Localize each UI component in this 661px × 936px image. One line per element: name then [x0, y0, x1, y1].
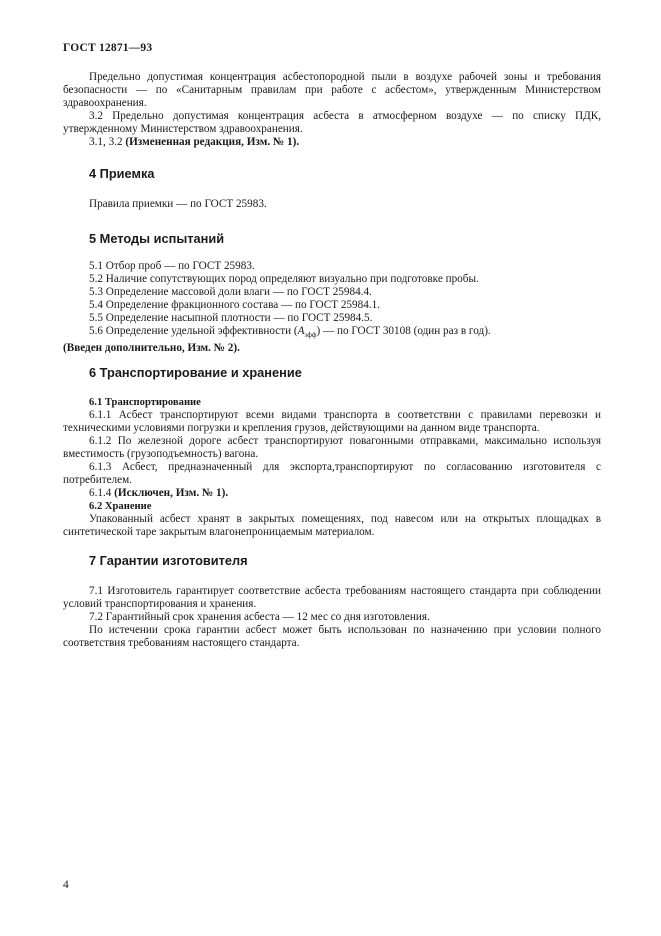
page-number: 4 [63, 879, 69, 891]
paragraph-7-2: 7.2 Гарантийный срок хранения асбеста — 12 мес со дня изготовления. [89, 611, 430, 623]
section-7-heading: 7 Гарантии изготовителя [89, 553, 248, 568]
list-item: 5.5 Определение насыпной плотности — по ГОСТ 25984.5. [89, 312, 373, 324]
paragraph-6-1-2: 6.1.2 По железной дороге асбест транспортируют повагонными отправками, максимально используя вместимость (грузоподъемность) вагона. [63, 435, 601, 460]
intro-paragraph-3 [63, 136, 601, 149]
amend-note: (Исключен, Изм. № 1). [114, 487, 229, 499]
section-6-body [63, 396, 601, 539]
paragraph-6-1-4 [63, 487, 601, 500]
section-5-note: (Введен дополнительно, Изм. № 2). [63, 342, 240, 355]
intro-paragraph-1: Предельно допустимая концентрация асбестопородной пыли в воздухе рабочей зоны и требования безопасности — по «Санитарным правилам при работе с асбестом», утвержденным Министерством здравоохранения. [63, 71, 601, 109]
paragraph-7-3: По истечении срока гарантии асбест может быть использован по назначению при условии полного соответствия требованиям настоящего стандарта. [63, 624, 601, 649]
symbol: A [297, 325, 305, 337]
section-7-body [63, 585, 601, 650]
section-4-text: Правила приемки — по ГОСТ 25983. [89, 198, 267, 210]
section-4-heading: 4 Приемка [89, 166, 155, 181]
intro-block [63, 71, 601, 149]
list-item: 5.3 Определение массовой доли влаги — по ГОСТ 25984.4. [89, 286, 372, 298]
amend-note: (Измененная редакция, Изм. № 1). [125, 136, 300, 148]
document-header: ГОСТ 12871—93 [63, 42, 153, 54]
paragraph-7-1: 7.1 Изготовитель гарантирует соответствие асбеста требованиям настоящего стандарта при соблюдении условий транспортирования и хранения. [63, 585, 601, 610]
section-6-heading: 6 Транспортирование и хранение [89, 365, 302, 380]
symbol-subscript: эфф [304, 331, 317, 340]
list-item-5-6 [63, 325, 601, 342]
subsection-6-1-title: 6.1 Транспортирование [89, 397, 201, 408]
section-5-heading: 5 Методы испытаний [89, 231, 225, 246]
list-item: 5.4 Определение фракционного состава — по ГОСТ 25984.1. [89, 299, 380, 311]
subsection-6-2-title: 6.2 Хранение [89, 501, 152, 512]
item-text: 6.1.4 [89, 487, 115, 499]
intro-paragraph-2: 3.2 Предельно допустимая концентрация асбеста в атмосферном воздухе — по списку ПДК, утвержденному Министерством здравоохранения. [63, 110, 601, 135]
list-item: 5.2 Наличие сопутствующих пород определяют визуально при подготовке пробы. [89, 273, 479, 285]
list-item: 5.1 Отбор проб — по ГОСТ 25983. [89, 260, 255, 272]
section-5-list [63, 260, 601, 355]
amend-ref: 3.1, 3.2 [89, 136, 126, 148]
item-text: 5.6 Определение удельной эффективности ( [89, 325, 298, 337]
paragraph-6-1-1: 6.1.1 Асбест транспортируют всеми видами транспорта в соответствии с правилами перевозки и техническими условиями погрузки и крепления грузов, действующими на данном виде транспорта. [63, 409, 601, 434]
paragraph-6-2: Упакованный асбест хранят в закрытых помещениях, под навесом или на открытых площадках в синтетической таре закрытым влагонепроницаемым материалом. [63, 513, 601, 538]
item-text: ) — по ГОСТ 30108 (один раз в год). [316, 325, 491, 337]
paragraph-6-1-3: 6.1.3 Асбест, предназначенный для экспорта,транспортируют по согласованию изготовителя с потребителем. [63, 461, 601, 486]
